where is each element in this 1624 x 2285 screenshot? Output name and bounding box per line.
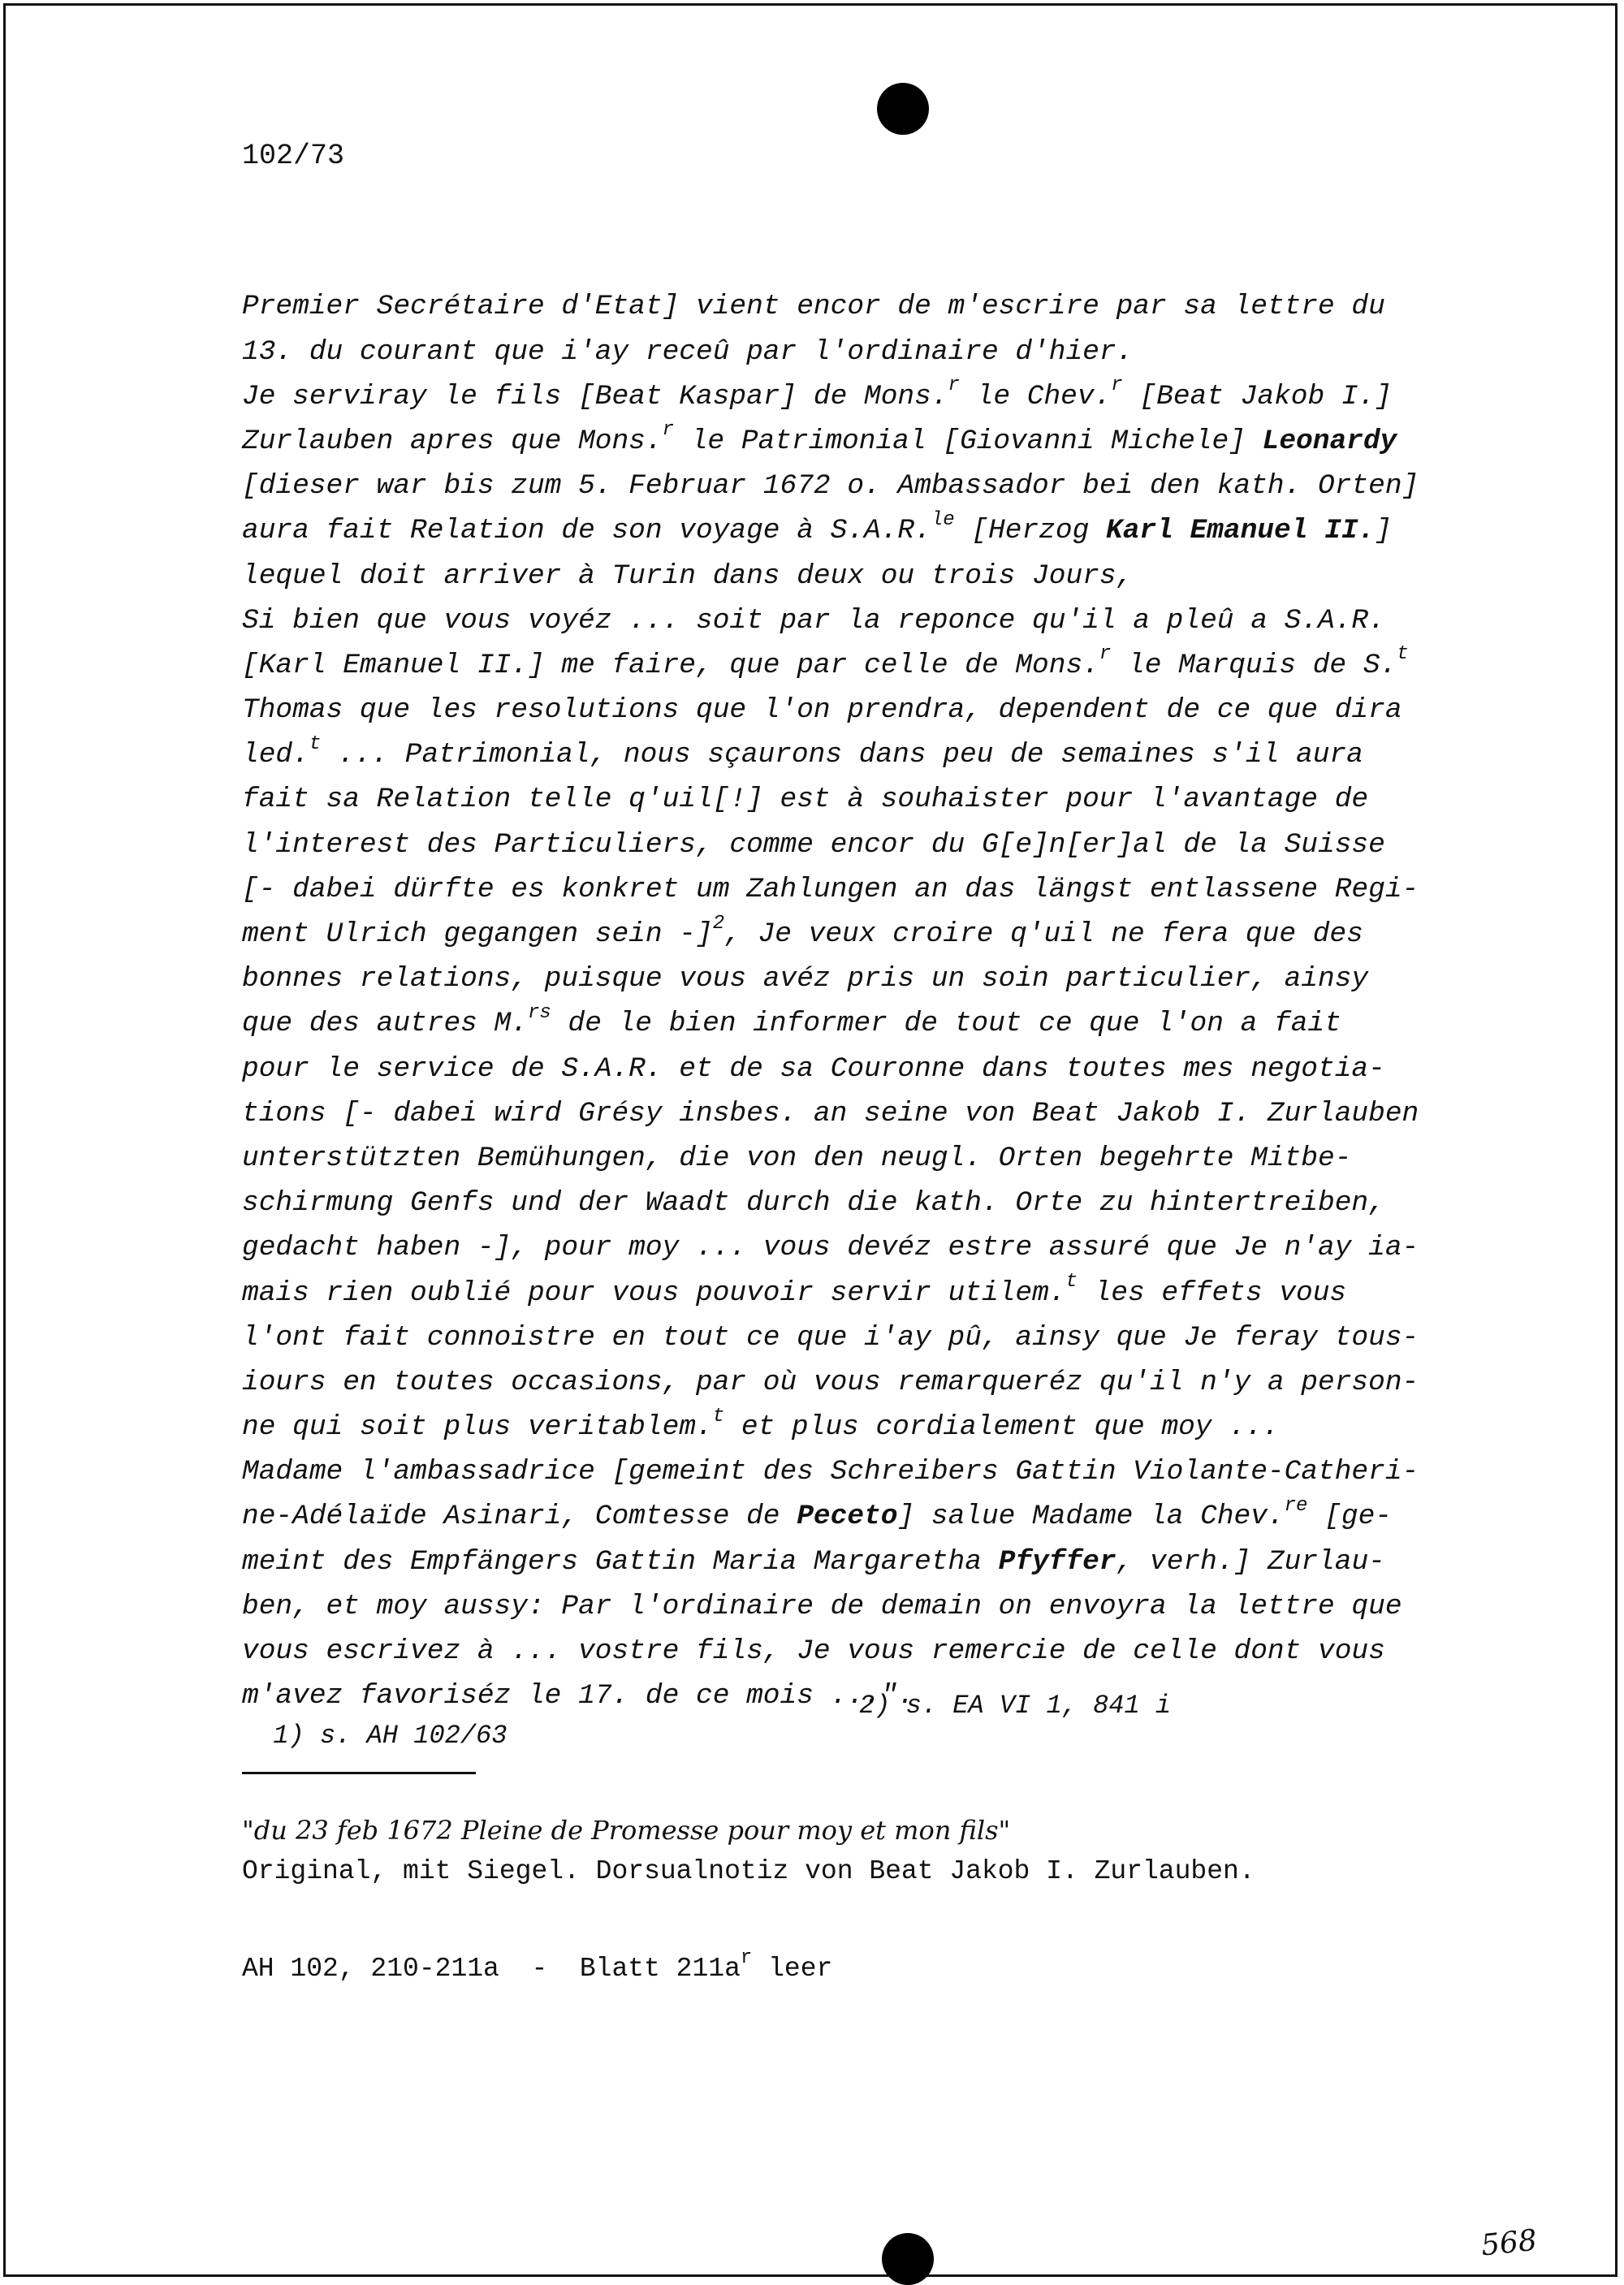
handwritten-dorsal-note: "du 23 feb 1672 Pleine de Promesse pour moy et mon fils"	[242, 1814, 1011, 1846]
body-line: Thomas que les resolutions que l'on prendra, dependent de ce que dira	[242, 694, 1402, 727]
footnote-divider	[242, 1772, 476, 1774]
page-id: 102/73	[242, 140, 345, 172]
body-line: Si bien que vous voyéz ... soit par la reponce qu'il a pleû a S.A.R.	[242, 604, 1385, 637]
body-line: ben, et moy aussy: Par l'ordinaire de demain on envoyra la lettre que	[242, 1590, 1402, 1622]
body-line: l'ont fait connoistre en tout ce que i'ay pû, ainsy que Je feray tous-	[242, 1321, 1419, 1354]
body-line: lequel doit arriver à Turin dans deux ou trois Jours,	[242, 559, 1134, 592]
punch-hole-top	[877, 83, 929, 135]
body-line: bonnes relations, puisque vous avéz pris un soin particulier, ainsy	[242, 963, 1369, 996]
body-line: m'avez favoriséz le 17. de ce mois ...".	[242, 1680, 915, 1713]
footnote-2: 2) s. EA VI 1, 841 i	[859, 1691, 1172, 1721]
body-line: [Karl Emanuel II.] me faire, que par celle de Mons.$^r$ le Marquis de S.$^t$	[242, 643, 1409, 681]
footnotes	[242, 1691, 1509, 1781]
body-line: meint des Empfängers Gattin Maria Margaretha Pfyffer, verh.] Zurlau-	[242, 1545, 1385, 1578]
body-line: mais rien oublié pour vous pouvoir servir utilem.$^t$ les effets vous	[242, 1271, 1347, 1309]
body-line: Zurlauben apres que Mons.$^r$ le Patrimonial [Giovanni Michele] Leonardy	[242, 419, 1397, 457]
body-line: ment Ulrich gegangen sein -]$^2$, Je veux croire q'uil ne fera que des	[242, 912, 1363, 951]
body-line: que des autres M.$^{rs}$ de le bien informer de tout ce que l'on a fait	[242, 1001, 1341, 1040]
body-line: tions [- dabei wird Grésy insbes. an seine von Beat Jakob I. Zurlauben	[242, 1097, 1419, 1130]
source-line-1: Original, mit Siegel. Dorsualnotiz von Beat Jakob I. Zurlauben.	[242, 1856, 1255, 1886]
body-line: fait sa Relation telle q'uil[!] est à souhaister pour l'avantage de	[242, 784, 1369, 816]
body-line: ne-Adélaïde Asinari, Comtesse de Peceto] salue Madame la Chev.$^{re}$ [ge-	[242, 1494, 1392, 1533]
body-line: schirmung Genfs und der Waadt durch die kath. Orte zu hintertreiben,	[242, 1187, 1385, 1220]
body-line: unterstützten Bemühungen, die von den neugl. Orten begehrte Mitbe-	[242, 1142, 1352, 1174]
body-line: gedacht haben -], pour moy ... vous devéz estre assuré que Je n'ay ia-	[242, 1232, 1419, 1264]
body-line: aura fait Relation de son voyage à S.A.R.$^{le}$ [Herzog Karl Emanuel II.]	[242, 508, 1392, 547]
body-line: Madame l'ambassadrice [gemeint des Schreibers Gattin Violante-Catheri-	[242, 1456, 1419, 1488]
body-line: Premier Secrétaire d'Etat] vient encor de m'escrire par sa lettre du	[242, 291, 1385, 323]
source-note	[242, 1790, 1255, 2018]
body-line: vous escrivez à ... vostre fils, Je vous remercie de celle dont vous	[242, 1635, 1385, 1668]
body-line: [dieser war bis zum 5. Februar 1672 o. Ambassador bei den kath. Orten]	[242, 470, 1419, 503]
letter-body	[242, 195, 1509, 1898]
body-line: iours en toutes occasions, par où vous remarqueréz qu'il n'y a person-	[242, 1366, 1419, 1398]
body-line: [- dabei dürfte es konkret um Zahlungen an das längst entlassene Regi-	[242, 873, 1419, 905]
source-line-2: AH 102, 210-211a - Blatt $211a^r$ leer	[242, 1947, 833, 1984]
punch-hole-bottom	[882, 2233, 934, 2285]
body-line: Je serviray le fils [Beat Kaspar] de Mons.$^r$ le Chev.$^r$ [Beat Jakob I.]	[242, 374, 1392, 413]
footnote-1: 1) s. AH 102/63	[273, 1721, 508, 1751]
archive-number: 568	[1479, 2223, 1539, 2263]
body-line: 13. du courant que i'ay receû par l'ordinaire d'hier.	[242, 335, 1134, 368]
body-line: led.$^t$ ... Patrimonial, nous sçaurons dans peu de semaines s'il aura	[242, 732, 1363, 771]
body-line: l'interest des Particuliers, comme encor du G[e]n[er]al de la Suisse	[242, 828, 1385, 861]
body-line: ne qui soit plus veritablem.$^t$ et plus cordialement que moy ...	[242, 1405, 1280, 1444]
body-line: pour le service de S.A.R. et de sa Couronne dans toutes mes negotia-	[242, 1052, 1385, 1085]
